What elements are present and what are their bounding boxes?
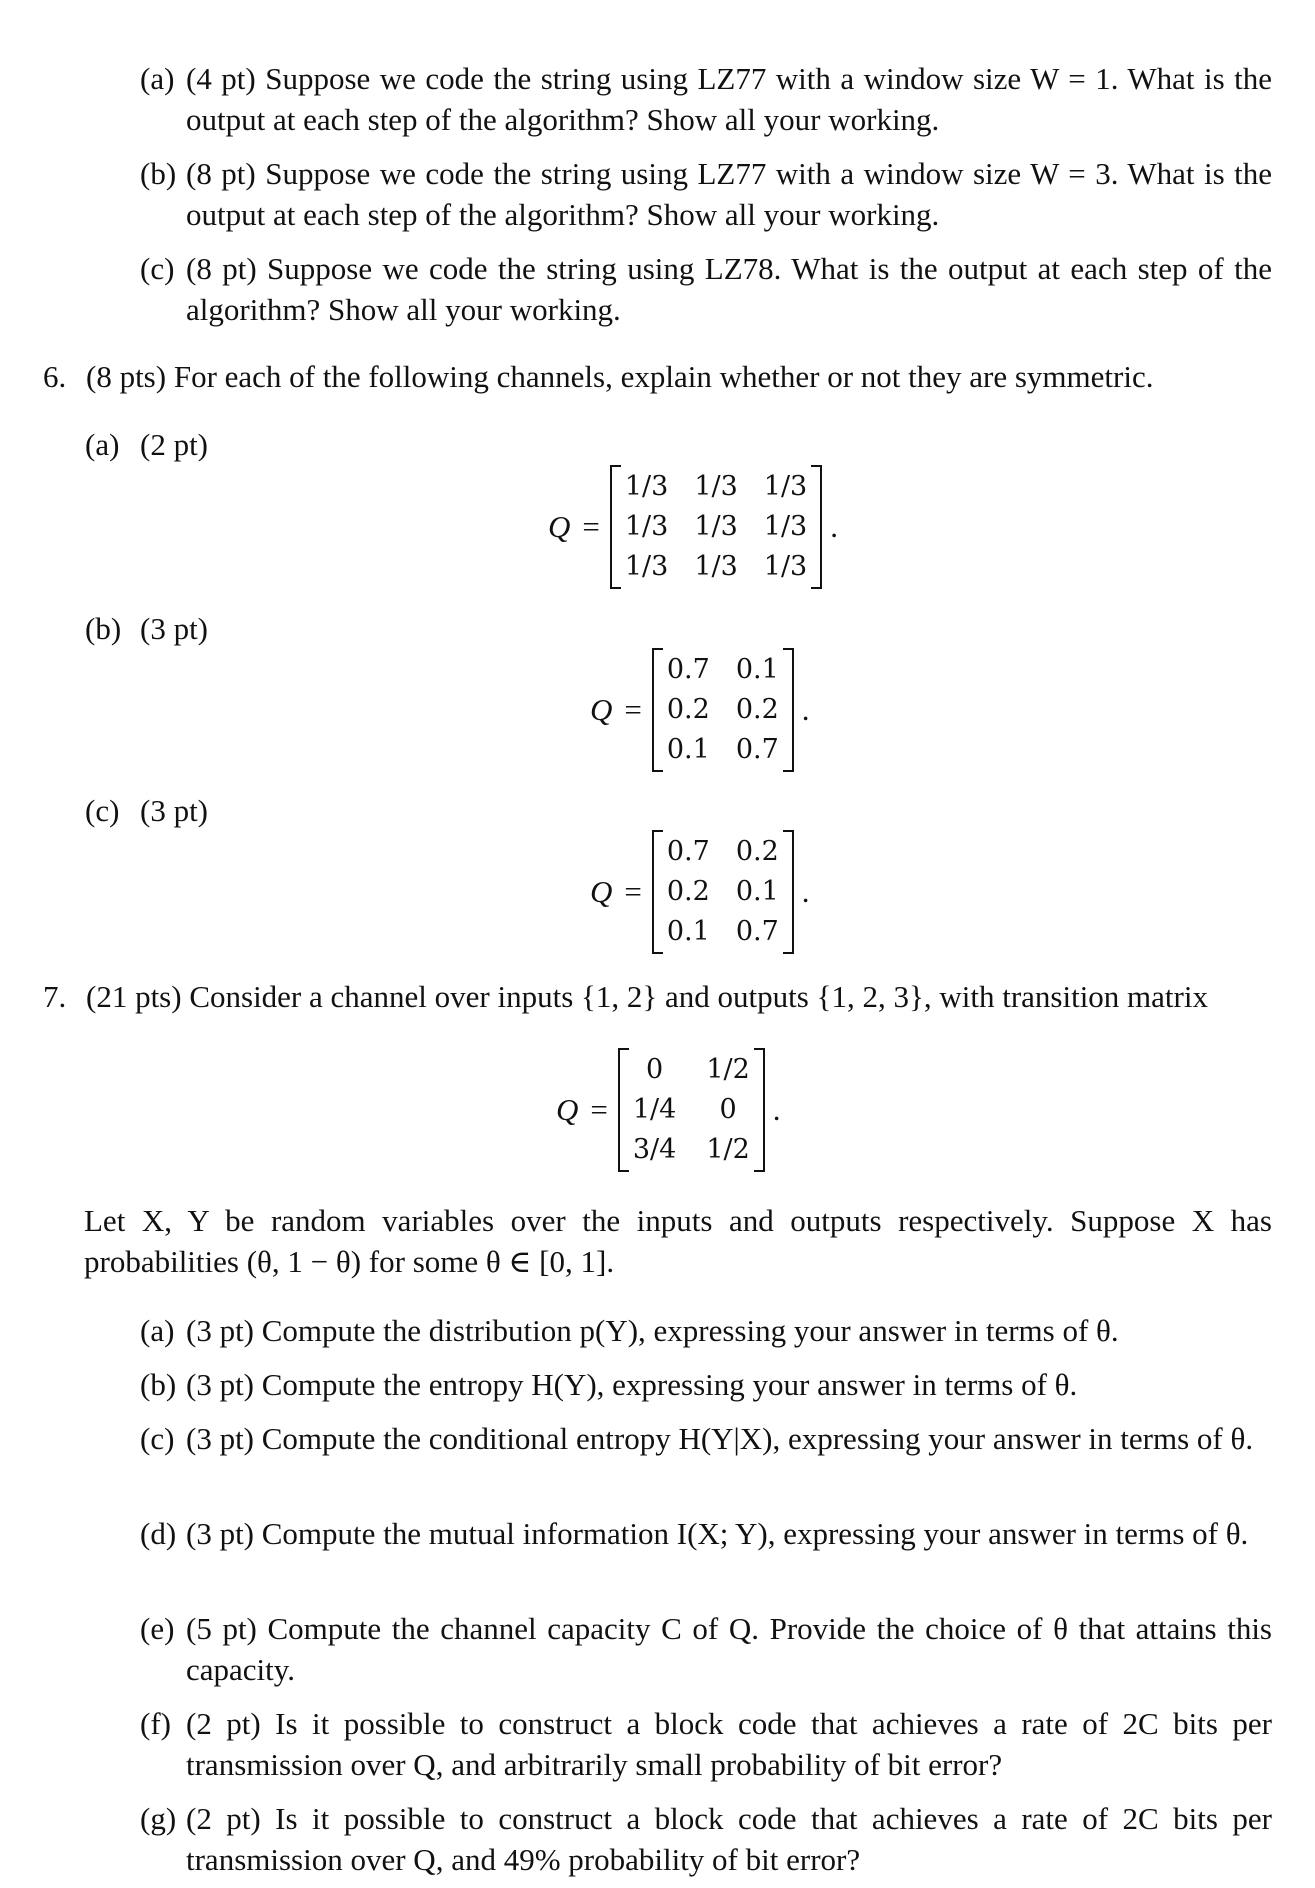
q5-part-b-text: (8 pt) Suppose we code the string using LZ77 with a window size W = 3. What is the output at each step of the algorithm? Show all your working. (186, 156, 1272, 232)
q5-part-c-label: (c) (140, 251, 175, 286)
equals-sign: = (582, 509, 600, 544)
q7-part-g-label: (g) (140, 1801, 177, 1836)
q6-part-a-label: (a) (85, 427, 120, 462)
q7-part-a-text: (3 pt) Compute the distribution p(Y), expressing your answer in terms of θ. (186, 1313, 1119, 1348)
q7-part-b (140, 1364, 1272, 1405)
right-bracket (754, 1048, 765, 1172)
matrix-cell: 0.2 (666, 876, 710, 907)
q6-part-c-points: (3 pt) (140, 793, 209, 828)
matrix-cell: 3/4 (632, 1134, 677, 1165)
matrix-cell: 0.2 (666, 694, 710, 725)
question-7 (43, 976, 1275, 1017)
matrix-grid (621, 467, 811, 587)
q7-intro-paragraph: Let X, Y be random variables over the inputs and outputs respectively. Suppose X has probabilities (θ, 1 − θ) for some θ ∈ [0, 1]. (84, 1203, 1272, 1279)
matrix-cell: 0.7 (735, 734, 779, 765)
q7-part-e-label: (e) (140, 1611, 175, 1646)
matrix-cell: 1/3 (694, 551, 738, 582)
question-6-text: (8 pts) For each of the following channels, explain whether or not they are symmetric. (86, 359, 1154, 394)
matrix-cell: 1/3 (763, 511, 808, 542)
q5-part-b (140, 153, 1272, 235)
matrix-cell: 0.7 (666, 654, 710, 685)
q5-part-a (140, 58, 1272, 140)
question-7-number: 7. (43, 979, 67, 1014)
right-bracket (783, 648, 794, 772)
matrix-cell: 0.7 (666, 836, 710, 867)
q5-part-a-text: (4 pt) Suppose we code the string using LZ77 with a window size W = 1. What is the output at each step of the algorithm? Show all your working. (186, 61, 1272, 137)
matrix-cell: 1/3 (763, 551, 808, 582)
q6-part-b-heading (85, 608, 208, 649)
right-bracket (811, 465, 822, 589)
q6-matrix-b (590, 648, 810, 772)
right-bracket (783, 830, 794, 954)
q7-part-b-label: (b) (140, 1367, 177, 1402)
q7-part-e (140, 1608, 1272, 1690)
matrix-cell: 0.1 (666, 734, 710, 765)
q7-part-f-label: (f) (140, 1706, 171, 1741)
matrix-cell: 1/4 (632, 1094, 677, 1125)
matrix-cell: 0 (719, 1094, 737, 1125)
matrix-cell: 0.1 (735, 654, 779, 685)
equals-sign: = (590, 1092, 608, 1127)
q5-part-c-text: (8 pt) Suppose we code the string using LZ78. What is the output at each step of the algorithm? Show all your working. (186, 251, 1272, 327)
matrix-cell: 0.1 (735, 876, 779, 907)
q6-part-c-heading (85, 790, 208, 831)
matrix-lhs: Q (556, 1092, 579, 1127)
matrix-grid (629, 1050, 754, 1170)
question-7-text: (21 pts) Consider a channel over inputs {1, 2} and outputs {1, 2, 3}, with transition matrix (86, 979, 1208, 1014)
q6-matrix-a (548, 465, 838, 589)
matrix-lhs: Q (590, 692, 613, 727)
q7-part-b-text: (3 pt) Compute the entropy H(Y), expressing your answer in terms of θ. (186, 1367, 1078, 1402)
q7-part-d-label: (d) (140, 1516, 177, 1551)
matrix-period: . (772, 1092, 781, 1127)
q5-part-a-label: (a) (140, 61, 175, 96)
matrix-cell: 1/3 (624, 551, 669, 582)
matrix-period: . (801, 874, 810, 909)
q7-part-g-text: (2 pt) Is it possible to construct a block code that achieves a rate of 2C bits per transmission over Q, and 49% probability of bit error? (186, 1801, 1272, 1877)
q7-part-f-text: (2 pt) Is it possible to construct a block code that achieves a rate of 2C bits per transmission over Q, and arbitrarily small probability of bit error? (186, 1706, 1272, 1782)
matrix-cell: 1/2 (706, 1054, 750, 1085)
matrix-cell: 0.7 (735, 916, 779, 947)
q7-part-c-label: (c) (140, 1421, 175, 1456)
q6-matrix-c (590, 830, 810, 954)
q6-part-b-label: (b) (85, 611, 122, 646)
matrix-lhs: Q (548, 509, 571, 544)
q5-part-c (140, 248, 1272, 330)
matrix-cell: 1/3 (694, 511, 738, 542)
q7-part-d (140, 1513, 1272, 1554)
q7-part-a (140, 1310, 1272, 1351)
left-bracket (610, 465, 621, 589)
q7-part-c (140, 1418, 1272, 1459)
q6-part-a-points: (2 pt) (140, 427, 209, 462)
equals-sign: = (624, 874, 642, 909)
matrix-period: . (801, 692, 810, 727)
q7-part-d-text: (3 pt) Compute the mutual information I(X; Y), expressing your answer in terms of θ. (186, 1516, 1249, 1551)
matrix-lhs: Q (590, 874, 613, 909)
q7-part-a-label: (a) (140, 1313, 175, 1348)
question-6-number: 6. (43, 359, 67, 394)
left-bracket (652, 830, 663, 954)
left-bracket (652, 648, 663, 772)
equals-sign: = (624, 692, 642, 727)
matrix-cell: 1/3 (763, 471, 808, 502)
matrix-cell: 1/2 (706, 1134, 750, 1165)
matrix-grid (663, 832, 783, 952)
q7-part-g (140, 1798, 1272, 1880)
q7-part-f (140, 1703, 1272, 1785)
q5-part-b-label: (b) (140, 156, 177, 191)
q6-part-a-heading (85, 424, 208, 465)
q6-part-c-label: (c) (85, 793, 120, 828)
left-bracket (618, 1048, 629, 1172)
matrix-cell: 1/3 (694, 471, 738, 502)
matrix-cell: 1/3 (624, 511, 669, 542)
q7-transition-matrix (556, 1048, 781, 1172)
matrix-cell: 0.2 (735, 694, 779, 725)
matrix-cell: 0.2 (735, 836, 779, 867)
q6-part-b-points: (3 pt) (140, 611, 209, 646)
q7-part-e-text: (5 pt) Compute the channel capacity C of Q. Provide the choice of θ that attains this capacity. (186, 1611, 1272, 1687)
matrix-grid (663, 650, 783, 770)
matrix-cell: 0.1 (666, 916, 710, 947)
matrix-cell: 0 (646, 1054, 664, 1085)
matrix-period: . (830, 509, 838, 544)
q7-part-c-text: (3 pt) Compute the conditional entropy H(Y|X), expressing your answer in terms of θ. (186, 1421, 1254, 1456)
matrix-cell: 1/3 (624, 471, 669, 502)
question-6 (43, 356, 1275, 397)
